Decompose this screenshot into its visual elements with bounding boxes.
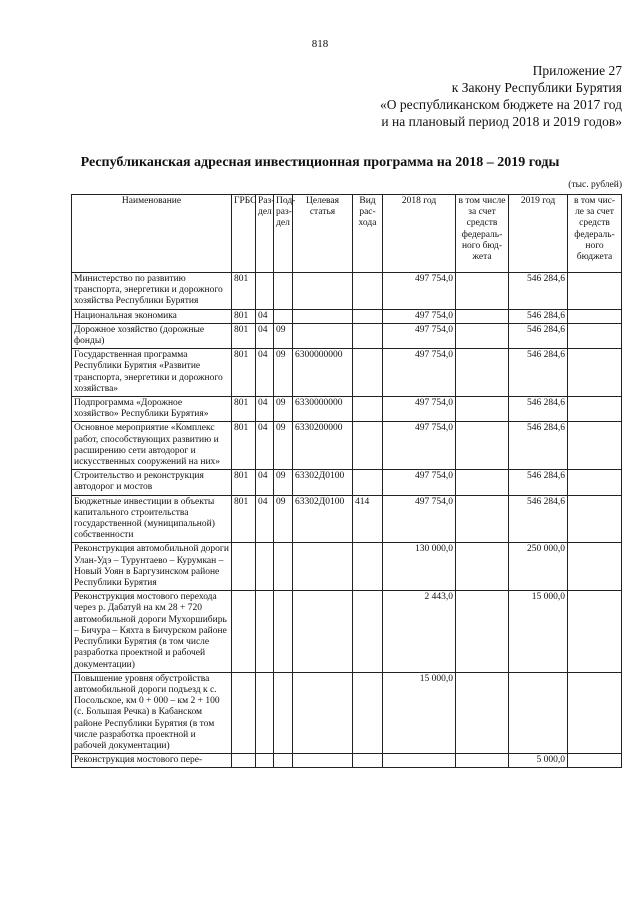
cell-grbs: 801 — [232, 422, 256, 470]
cell-fed-2018 — [456, 349, 509, 397]
cell-grbs: 801 — [232, 470, 256, 495]
cell-podrazdel: 09 — [274, 323, 293, 348]
cell-kind — [353, 470, 383, 495]
header-target: Целевая статья — [293, 195, 353, 273]
cell-2018 — [383, 754, 456, 768]
appendix-line: Приложение 27 — [532, 63, 622, 78]
cell-2018: 497 754,0 — [383, 309, 456, 323]
cell-fed-2019 — [568, 397, 622, 422]
cell-grbs: 801 — [232, 323, 256, 348]
cell-target — [293, 543, 353, 591]
cell-name: Реконструкция мостового пере- — [72, 754, 232, 768]
cell-razdel: 04 — [256, 309, 274, 323]
cell-target — [293, 672, 353, 753]
cell-2019: 5 000,0 — [509, 754, 568, 768]
cell-target: 6300000000 — [293, 349, 353, 397]
cell-razdel — [256, 591, 274, 672]
cell-podrazdel: 09 — [274, 397, 293, 422]
cell-fed-2018 — [456, 470, 509, 495]
cell-name: Реконструкция автомобильной дороги Улан-Удэ – Турунтаево – Курумкан – Новый Уоян в Баргузинском районе Республики Бурятия — [72, 543, 232, 591]
document-title: Республиканская адресная инвестиционная программа на 2018 – 2019 годы — [80, 155, 560, 170]
cell-fed-2019 — [568, 495, 622, 543]
cell-kind — [353, 543, 383, 591]
cell-kind — [353, 309, 383, 323]
header-2018: 2018 год — [383, 195, 456, 273]
cell-fed-2019 — [568, 470, 622, 495]
cell-podrazdel — [274, 754, 293, 768]
header-name: Наименование — [72, 195, 232, 273]
cell-2019: 546 284,6 — [509, 309, 568, 323]
cell-target: 63302Д0100 — [293, 470, 353, 495]
cell-grbs: 801 — [232, 495, 256, 543]
cell-fed-2019 — [568, 309, 622, 323]
cell-fed-2018 — [456, 422, 509, 470]
cell-2019: 546 284,6 — [509, 495, 568, 543]
cell-grbs: 801 — [232, 349, 256, 397]
header-fed-2018: в том числе за счет средств федераль-ного бюд-жета — [456, 195, 509, 273]
cell-name: Строительство и реконструкция автодорог и мостов — [72, 470, 232, 495]
table-row — [72, 672, 622, 753]
cell-kind — [353, 323, 383, 348]
cell-podrazdel — [274, 543, 293, 591]
cell-2019: 546 284,6 — [509, 273, 568, 310]
cell-name: Национальная экономика — [72, 309, 232, 323]
cell-name: Подпрограмма «Дорожное хозяйство» Республики Бурятия» — [72, 397, 232, 422]
cell-name: Реконструкция мостового перехода через р. Дабатуй на км 28 + 720 автомобильной дороги Мухоршибирь – Бичура – Кяхта в Бичурском районе Республики Бурятия (в том числе разработка проектной и рабочей документации) — [72, 591, 232, 672]
cell-razdel: 04 — [256, 470, 274, 495]
cell-razdel: 04 — [256, 323, 274, 348]
cell-2018: 497 754,0 — [383, 495, 456, 543]
header-grbs: ГРБС — [232, 195, 256, 273]
header-razdel: Раз-дел — [256, 195, 274, 273]
cell-name: Министерство по развитию транспорта, энергетики и дорожного хозяйства Республики Бурятия — [72, 273, 232, 310]
cell-fed-2018 — [456, 309, 509, 323]
cell-podrazdel: 09 — [274, 495, 293, 543]
cell-fed-2018 — [456, 591, 509, 672]
cell-2019: 546 284,6 — [509, 422, 568, 470]
cell-razdel — [256, 672, 274, 753]
page-number: 818 — [311, 38, 329, 50]
cell-target — [293, 591, 353, 672]
cell-2019: 546 284,6 — [509, 323, 568, 348]
cell-2018: 497 754,0 — [383, 470, 456, 495]
appendix-line: к Закону Республики Бурятия — [451, 80, 622, 95]
table-row — [72, 309, 622, 323]
cell-razdel: 04 — [256, 495, 274, 543]
cell-name: Дорожное хозяйство (дорожные фонды) — [72, 323, 232, 348]
cell-fed-2018 — [456, 273, 509, 310]
cell-kind — [353, 672, 383, 753]
cell-fed-2019 — [568, 349, 622, 397]
table-header-row — [72, 195, 622, 273]
cell-podrazdel: 09 — [274, 422, 293, 470]
cell-fed-2018 — [456, 672, 509, 753]
table-row — [72, 422, 622, 470]
cell-grbs — [232, 543, 256, 591]
cell-razdel: 04 — [256, 422, 274, 470]
cell-kind — [353, 349, 383, 397]
cell-name: Основное мероприятие «Комплекс работ, способствующих развитию и расширению сети автодорог и искусственных сооружений на них» — [72, 422, 232, 470]
cell-2019: 250 000,0 — [509, 543, 568, 591]
cell-2018: 130 000,0 — [383, 543, 456, 591]
cell-2019: 546 284,6 — [509, 349, 568, 397]
cell-2019: 546 284,6 — [509, 470, 568, 495]
table-row — [72, 543, 622, 591]
cell-target: 63302Д0100 — [293, 495, 353, 543]
appendix-header — [380, 62, 622, 130]
cell-fed-2018 — [456, 397, 509, 422]
cell-2018: 15 000,0 — [383, 672, 456, 753]
cell-kind — [353, 591, 383, 672]
investment-table — [71, 194, 622, 768]
cell-2019: 15 000,0 — [509, 591, 568, 672]
cell-fed-2019 — [568, 591, 622, 672]
cell-grbs: 801 — [232, 309, 256, 323]
table-row — [72, 349, 622, 397]
cell-2018: 497 754,0 — [383, 397, 456, 422]
header-kind: Вид рас-хода — [353, 195, 383, 273]
cell-fed-2019 — [568, 273, 622, 310]
cell-razdel — [256, 273, 274, 310]
cell-grbs — [232, 591, 256, 672]
cell-2018: 497 754,0 — [383, 349, 456, 397]
units-note: (тыс. рублей) — [568, 180, 622, 190]
cell-podrazdel — [274, 591, 293, 672]
cell-grbs — [232, 754, 256, 768]
cell-podrazdel — [274, 672, 293, 753]
cell-2018: 497 754,0 — [383, 273, 456, 310]
cell-target — [293, 323, 353, 348]
cell-kind: 414 — [353, 495, 383, 543]
cell-fed-2018 — [456, 754, 509, 768]
cell-fed-2019 — [568, 422, 622, 470]
cell-fed-2019 — [568, 543, 622, 591]
cell-target: 6330200000 — [293, 422, 353, 470]
appendix-line: и на плановый период 2018 и 2019 годов» — [381, 114, 622, 129]
cell-kind — [353, 754, 383, 768]
cell-target — [293, 309, 353, 323]
cell-kind — [353, 273, 383, 310]
cell-podrazdel: 09 — [274, 470, 293, 495]
appendix-line: «О республиканском бюджете на 2017 год — [379, 97, 622, 112]
table-row — [72, 591, 622, 672]
cell-grbs — [232, 672, 256, 753]
cell-name: Государственная программа Республики Бурятия «Развитие транспорта, энергетики и дорожного хозяйства» — [72, 349, 232, 397]
cell-kind — [353, 422, 383, 470]
cell-name: Бюджетные инвестиции в объекты капитального строительства государственной (муниципальной) собственности — [72, 495, 232, 543]
table-row — [72, 754, 622, 768]
cell-fed-2018 — [456, 543, 509, 591]
cell-2019 — [509, 672, 568, 753]
header-fed-2019: в том чис-ле за счет средств федераль-ного бюджета — [568, 195, 622, 273]
cell-grbs: 801 — [232, 397, 256, 422]
cell-kind — [353, 397, 383, 422]
cell-razdel: 04 — [256, 397, 274, 422]
cell-fed-2018 — [456, 323, 509, 348]
cell-2019: 546 284,6 — [509, 397, 568, 422]
cell-target: 6330000000 — [293, 397, 353, 422]
cell-2018: 497 754,0 — [383, 422, 456, 470]
cell-target — [293, 754, 353, 768]
table-row — [72, 323, 622, 348]
cell-grbs: 801 — [232, 273, 256, 310]
cell-podrazdel — [274, 273, 293, 310]
cell-podrazdel: 09 — [274, 349, 293, 397]
cell-2018: 497 754,0 — [383, 323, 456, 348]
table-row — [72, 397, 622, 422]
cell-2018: 2 443,0 — [383, 591, 456, 672]
table-row — [72, 495, 622, 543]
cell-name: Повышение уровня обустройства автомобильной дороги подъезд к с. Посольское, км 0 + 000 – км 2 + 100 (с. Большая Речка) в Кабанском районе Республики Бурятия (в том числе разработка проектной и рабочей документации) — [72, 672, 232, 753]
cell-podrazdel — [274, 309, 293, 323]
table-body — [72, 273, 622, 768]
table-row — [72, 470, 622, 495]
table-row — [72, 273, 622, 310]
cell-fed-2018 — [456, 495, 509, 543]
cell-razdel: 04 — [256, 349, 274, 397]
cell-fed-2019 — [568, 323, 622, 348]
header-podrazdel: Под-раз-дел — [274, 195, 293, 273]
cell-razdel — [256, 754, 274, 768]
cell-target — [293, 273, 353, 310]
cell-fed-2019 — [568, 672, 622, 753]
cell-razdel — [256, 543, 274, 591]
cell-fed-2019 — [568, 754, 622, 768]
header-2019: 2019 год — [509, 195, 568, 273]
